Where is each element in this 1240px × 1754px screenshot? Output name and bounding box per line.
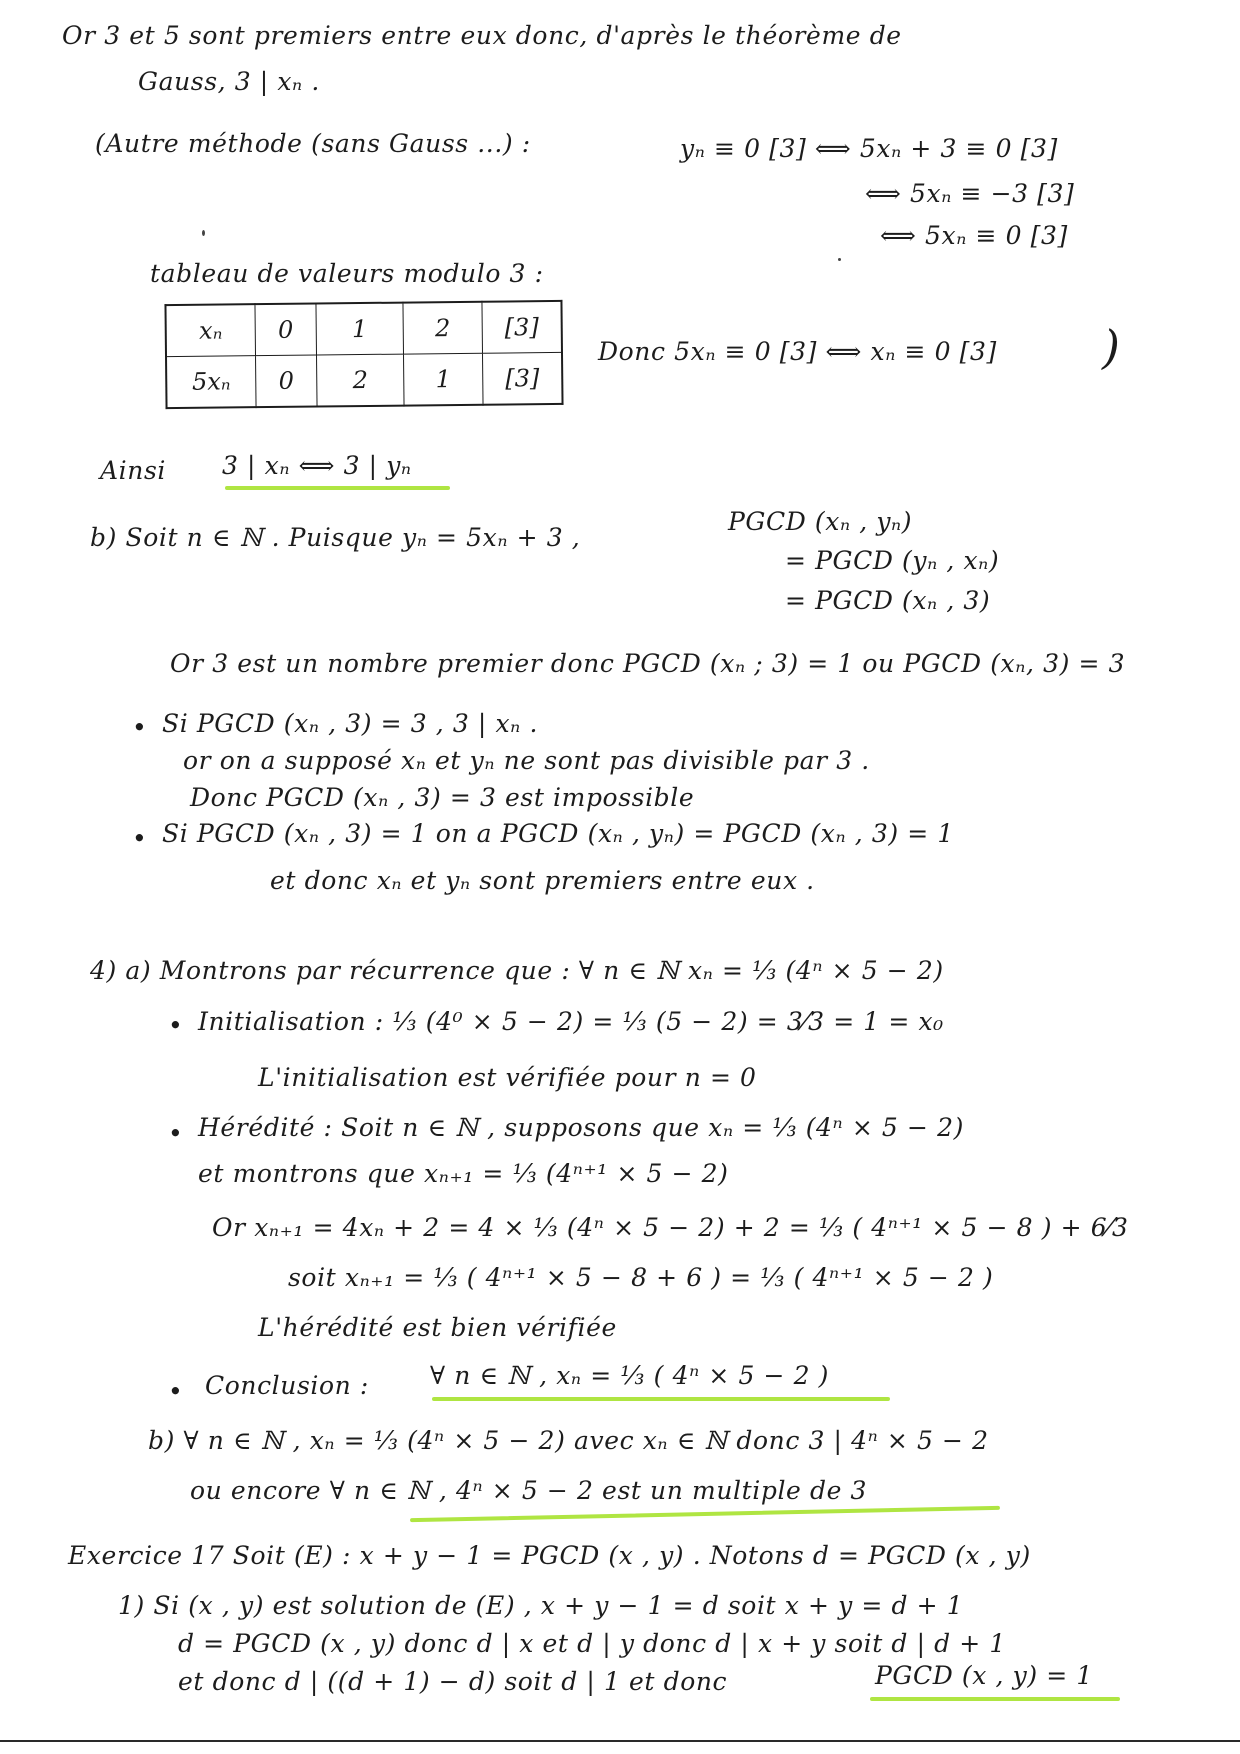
exercise-17-line-1: 1) Si (x , y) est solution de (E) , x + y − 1 = d soit x + y = d + 1: [118, 1591, 964, 1620]
text-line-3: (Autre méthode (sans Gauss ...) :: [95, 129, 531, 158]
text-line-donc-table: Donc 5xₙ ≡ 0 [3] ⟺ xₙ ≡ 0 [3]: [598, 337, 997, 366]
equivalence-1: yₙ ≡ 0 [3] ⟺ 5xₙ + 3 ≡ 0 [3]: [680, 134, 1058, 163]
bullet: •: [168, 1119, 184, 1148]
case-3-line-1: Si PGCD (xₙ , 3) = 3 , 3 | xₙ .: [162, 709, 538, 738]
bullet: •: [168, 1011, 184, 1040]
text-line-4a: 4) a) Montrons par récurrence que : ∀ n ∈ ℕ xₙ = ⅓ (4ⁿ × 5 − 2): [90, 956, 944, 985]
case-3-line-3: Donc PGCD (xₙ , 3) = 3 est impossible: [190, 783, 695, 812]
text-line-prime: Or 3 est un nombre premier donc PGCD (xₙ ; 3) = 1 ou PGCD (xₙ, 3) = 3: [170, 649, 1126, 678]
heredite-check: L'hérédité est bien vérifiée: [258, 1313, 617, 1342]
ink-dot: [838, 258, 841, 261]
pgcd-line-3: = PGCD (xₙ , 3): [785, 586, 991, 615]
green-highlight: [432, 1397, 890, 1401]
text-line-1: Or 3 et 5 sont premiers entre eux donc, d'après le théorème de: [62, 21, 902, 50]
closing-parenthesis: ): [1102, 320, 1120, 374]
heredite-line-3: Or xₙ₊₁ = 4xₙ + 2 = 4 × ⅓ (4ⁿ × 5 − 2) + 2 = ⅓ ( 4ⁿ⁺¹ × 5 − 8 ) + 6⁄3: [212, 1213, 1129, 1242]
exercise-17-statement: Exercice 17 Soit (E) : x + y − 1 = PGCD (x , y) . Notons d = PGCD (x , y): [68, 1541, 1031, 1570]
case-3-line-2: or on a supposé xₙ et yₙ ne sont pas divisible par 3 .: [183, 746, 870, 775]
green-highlight: [410, 1506, 1000, 1522]
equivalence-2: ⟺ 5xₙ ≡ −3 [3]: [865, 179, 1075, 208]
table-cell: 2: [403, 302, 483, 354]
table-cell: 0: [256, 355, 318, 407]
table-cell: [3]: [482, 352, 562, 404]
ink-dot: [202, 230, 205, 236]
case-1-line-2: et donc xₙ et yₙ sont premiers entre eux .: [270, 866, 815, 895]
table-cell: 1: [403, 353, 483, 405]
text-line-b: b) Soit n ∈ ℕ . Puisque yₙ = 5xₙ + 3 ,: [90, 523, 581, 552]
heredite-line-1: Hérédité : Soit n ∈ ℕ , supposons que xₙ = ⅓ (4ⁿ × 5 − 2): [198, 1113, 964, 1142]
pgcd-line-2: = PGCD (yₙ , xₙ): [785, 546, 1000, 575]
exercise-17-line-2: d = PGCD (x , y) donc d | x et d | y donc d | x + y soit d | d + 1: [178, 1629, 1006, 1658]
initialisation-line: Initialisation : ⅓ (4⁰ × 5 − 2) = ⅓ (5 − 2) = 3⁄3 = 1 = x₀: [198, 1007, 944, 1036]
conclusion-result: ∀ n ∈ ℕ , xₙ = ⅓ ( 4ⁿ × 5 − 2 ): [430, 1361, 830, 1390]
initialisation-check: L'initialisation est vérifiée pour n = 0: [258, 1063, 757, 1092]
table-row: [165, 301, 562, 357]
text-line-2: Gauss, 3 | xₙ .: [138, 67, 320, 96]
table-cell: [3]: [482, 301, 562, 353]
text-line-ainsi: Ainsi: [100, 456, 166, 485]
heredite-line-2: et montrons que xₙ₊₁ = ⅓ (4ⁿ⁺¹ × 5 − 2): [198, 1159, 729, 1188]
text-line-4b-2: ou encore ∀ n ∈ ℕ , 4ⁿ × 5 − 2 est un multiple de 3: [190, 1476, 868, 1505]
table-cell: 1: [316, 303, 404, 355]
pgcd-line-1: PGCD (xₙ , yₙ): [728, 507, 913, 536]
result-divisibility: 3 | xₙ ⟺ 3 | yₙ: [222, 451, 412, 480]
equivalence-3: ⟺ 5xₙ ≡ 0 [3]: [880, 221, 1068, 250]
values-table: [164, 300, 563, 409]
case-1-line-1: Si PGCD (xₙ , 3) = 1 on a PGCD (xₙ , yₙ) = PGCD (xₙ , 3) = 1: [162, 819, 954, 848]
scan-edge-line: [0, 1740, 1240, 1742]
table-cell: 5xₙ: [166, 356, 256, 408]
table-cell: xₙ: [165, 304, 255, 356]
heredite-line-4: soit xₙ₊₁ = ⅓ ( 4ⁿ⁺¹ × 5 − 8 + 6 ) = ⅓ ( 4ⁿ⁺¹ × 5 − 2 ): [288, 1263, 994, 1292]
bullet: •: [132, 824, 148, 853]
table-cell: 0: [255, 304, 317, 356]
green-highlight: [225, 486, 450, 490]
green-highlight: [870, 1697, 1120, 1701]
text-line-4b-1: b) ∀ n ∈ ℕ , xₙ = ⅓ (4ⁿ × 5 − 2) avec xₙ ∈ ℕ donc 3 | 4ⁿ × 5 − 2: [148, 1426, 989, 1455]
bullet: •: [168, 1377, 184, 1406]
table-cell: 2: [317, 354, 405, 406]
exercise-17-result: PGCD (x , y) = 1: [875, 1661, 1093, 1690]
table-row: [166, 352, 563, 408]
conclusion-label: Conclusion :: [205, 1371, 369, 1400]
exercise-17-line-3: et donc d | ((d + 1) − d) soit d | 1 et donc: [178, 1667, 728, 1696]
bullet: •: [132, 713, 148, 742]
table-caption: tableau de valeurs modulo 3 :: [150, 259, 544, 288]
